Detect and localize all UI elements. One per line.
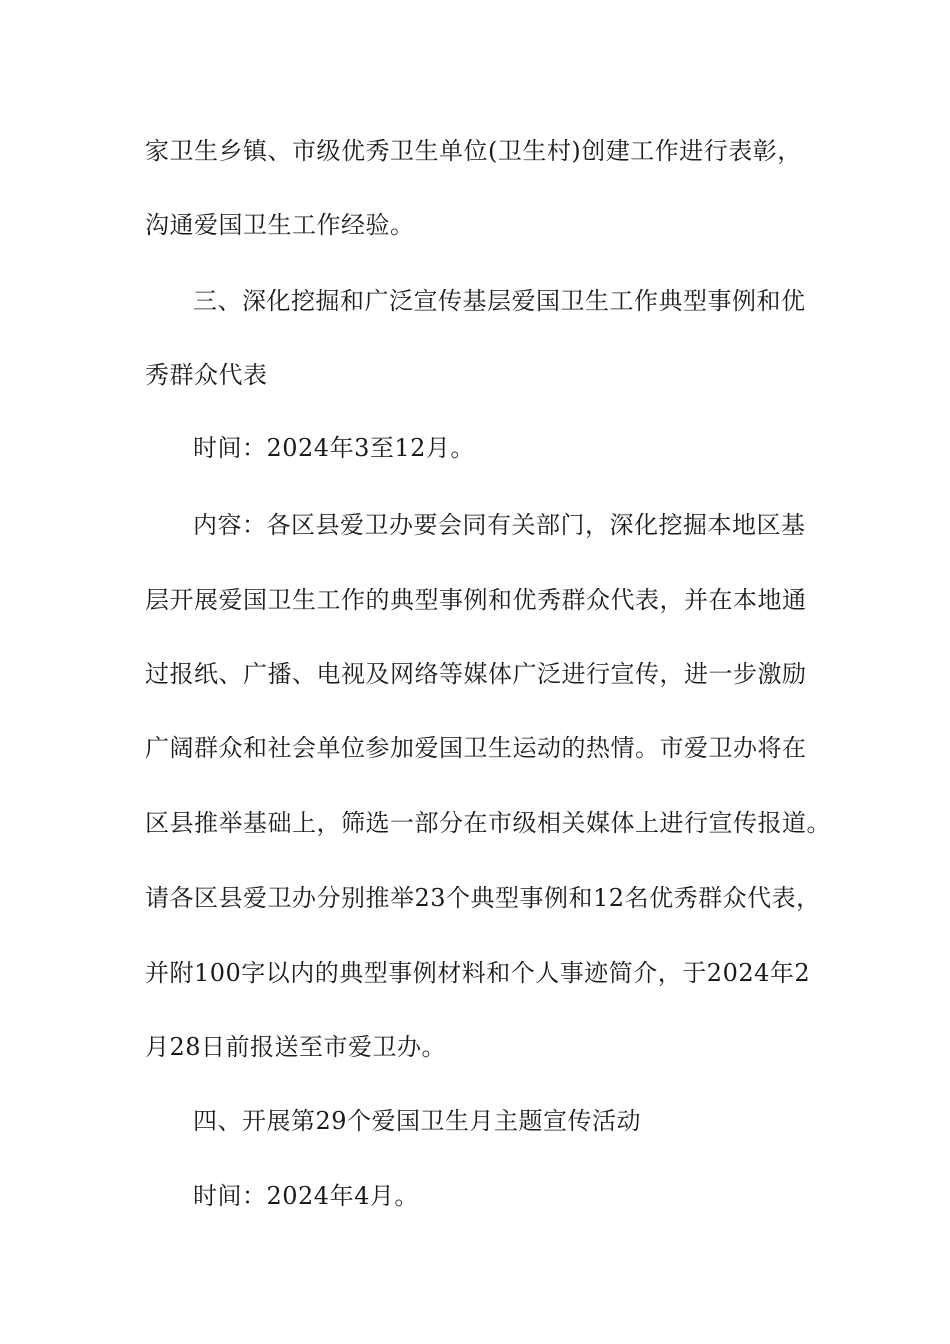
paragraph-line: 月28日前报送至市爱卫办。 (145, 1033, 447, 1061)
paragraph-line: 沟通爱国卫生工作经验。 (145, 211, 415, 239)
paragraph-line: 请各区县爱卫办分别推举23个典型事例和12名优秀群众代表， (145, 884, 821, 912)
paragraph-line: 家卫生乡镇、市级优秀卫生单位(卫生村)创建工作进行表彰， (145, 137, 802, 165)
time-line: 时间：2024年4月。 (193, 1182, 419, 1210)
paragraph-line: 并附100字以内的典型事例材料和个人事迹简介，于2024年2 (145, 959, 811, 987)
section-heading: 四、开展第29个爱国卫生月主题宣传活动 (193, 1107, 642, 1135)
paragraph-line: 区县推举基础上，筛选一部分在市级相关媒体上进行宣传报道。 (145, 809, 831, 837)
paragraph-line: 层开展爱国卫生工作的典型事例和优秀群众代表，并在本地通 (145, 586, 807, 614)
section-heading: 秀群众代表 (145, 361, 268, 389)
paragraph-line: 内容：各区县爱卫办要会同有关部门，深化挖掘本地区基 (193, 511, 806, 539)
paragraph-line: 过报纸、广播、电视及网络等媒体广泛进行宣传，进一步激励 (145, 660, 807, 688)
paragraph-line: 广阔群众和社会单位参加爱国卫生运动的热情。市爱卫办将在 (145, 734, 807, 762)
section-heading: 三、深化挖掘和广泛宣传基层爱国卫生工作典型事例和优 (193, 287, 806, 315)
time-line: 时间：2024年3至12月。 (193, 434, 475, 462)
